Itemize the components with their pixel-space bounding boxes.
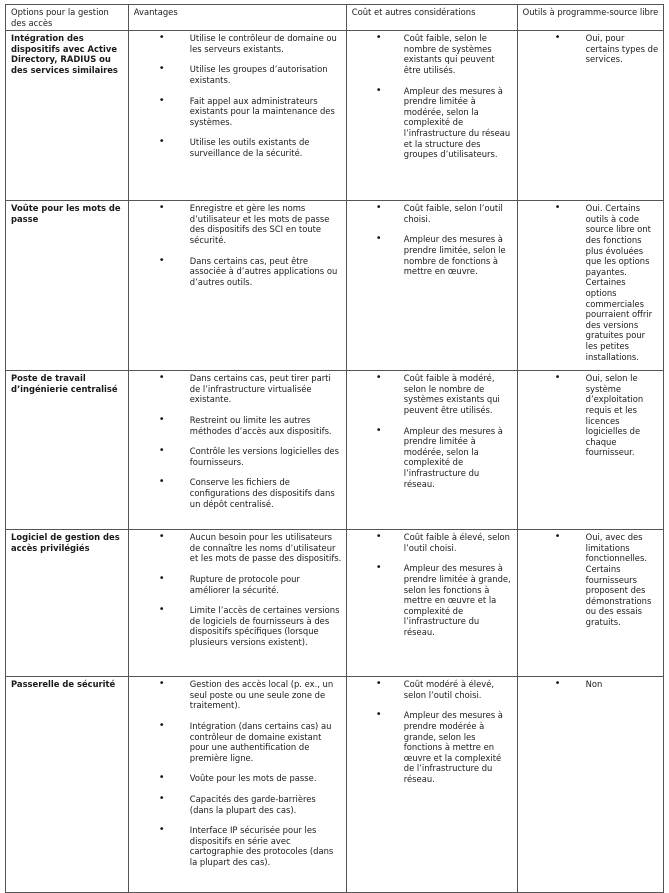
table-row	[6, 201, 664, 371]
list-item: • Intégration (dans certains cas) au contrôleur de domaine existant pour une authentification de première ligne.	[190, 721, 342, 763]
advantages-cell	[128, 530, 346, 677]
table-row	[6, 371, 664, 530]
list-item: • Oui, avec des limitations fonctionnelles. Certains fournisseurs proposent des démonstrations ou des essais gratuits.	[586, 532, 659, 627]
open-source-cell	[517, 530, 663, 677]
list-item: • Non	[586, 679, 659, 690]
advantages-cell	[128, 371, 346, 530]
list-item: • Coût faible, selon l’outil choisi.	[404, 203, 513, 224]
list-item: • Contrôle les versions logicielles des fournisseurs.	[190, 446, 342, 467]
table-row	[6, 31, 664, 201]
header-open-source: Outils à programme-source libre	[517, 5, 663, 31]
list-item: • Capacités des garde-barrières (dans la plupart des cas).	[190, 794, 342, 815]
list-item: • Ampleur des mesures à prendre limitée à modérée, selon la complexité de l’infrastructure du réseau et la structure des groupes d’utilisateurs.	[404, 86, 513, 160]
list-item: • Ampleur des mesures à prendre modérée à grande, selon les fonctions à mettre en œuvre et la complexité de l’infrastructure du réseau.	[404, 710, 513, 784]
option-name: Intégration des dispositifs avec Active Directory, RADIUS ou des services similaires	[6, 31, 129, 201]
header-costs: Coût et autres considérations	[346, 5, 517, 31]
list-item: • Utilise les groupes d’autorisation existants.	[190, 64, 342, 85]
list-item: • Enregistre et gère les noms d’utilisateur et les mots de passe des dispositifs des SCI en toute sécurité.	[190, 203, 342, 245]
access-options-table	[5, 4, 664, 893]
list-item: • Utilise les outils existants de surveillance de la sécurité.	[190, 137, 342, 158]
header-advantages: Avantages	[128, 5, 346, 31]
list-item: • Oui. Certains outils à code source libre ont des fonctions plus évoluées que les options payantes. Certaines options commerciales pourraient offrir des versions gratuites pour les petites installations.	[586, 203, 659, 362]
option-name: Passerelle de sécurité	[6, 677, 129, 893]
table-row	[6, 677, 664, 893]
list-item: • Oui, pour certains types de services.	[586, 33, 659, 65]
list-item: • Rupture de protocole pour améliorer la sécurité.	[190, 574, 342, 595]
list-item: • Dans certains cas, peut être associée à d’autres applications ou d’autres outils.	[190, 256, 342, 288]
option-name: Poste de travail d’ingénierie centralisé	[6, 371, 129, 530]
list-item: • Coût modéré à élevé, selon l’outil choisi.	[404, 679, 513, 700]
option-name: Logiciel de gestion des accès privilégiés	[6, 530, 129, 677]
list-item: • Aucun besoin pour les utilisateurs de connaître les noms d’utilisateur et les mots de passe des dispositifs.	[190, 532, 342, 564]
costs-cell	[346, 530, 517, 677]
open-source-cell	[517, 677, 663, 893]
header-options: Options pour la gestion des accès	[6, 5, 129, 31]
list-item: • Utilise le contrôleur de domaine ou les serveurs existants.	[190, 33, 342, 54]
open-source-cell	[517, 201, 663, 371]
list-item: • Coût faible à élevé, selon l’outil choisi.	[404, 532, 513, 553]
open-source-cell	[517, 371, 663, 530]
table-row	[6, 530, 664, 677]
advantages-cell	[128, 31, 346, 201]
list-item: • Interface IP sécurisée pour les dispositifs en série avec cartographie des protocoles (dans la plupart des cas).	[190, 825, 342, 867]
list-item: • Ampleur des mesures à prendre limitée à modérée, selon la complexité de l’infrastructure du réseau.	[404, 426, 513, 490]
list-item: • Gestion des accès local (p. ex., un seul poste ou une seule zone de traitement).	[190, 679, 342, 711]
list-item: • Restreint ou limite les autres méthodes d’accès aux dispositifs.	[190, 415, 342, 436]
advantages-cell	[128, 201, 346, 371]
open-source-cell	[517, 31, 663, 201]
costs-cell	[346, 371, 517, 530]
costs-cell	[346, 31, 517, 201]
costs-cell	[346, 201, 517, 371]
list-item: • Ampleur des mesures à prendre limitée à grande, selon les fonctions à mettre en œuvre et la complexité de l’infrastructure du réseau.	[404, 563, 513, 637]
list-item: • Limite l’accès de certaines versions de logiciels de fournisseurs à des dispositifs spécifiques (lorsque plusieurs versions existent).	[190, 605, 342, 647]
list-item: • Conserve les fichiers de configurations des dispositifs dans un dépôt centralisé.	[190, 477, 342, 509]
list-item: • Ampleur des mesures à prendre limitée, selon le nombre de fonctions à mettre en œuvre.	[404, 234, 513, 276]
advantages-cell	[128, 677, 346, 893]
option-name: Voûte pour les mots de passe	[6, 201, 129, 371]
list-item: • Coût faible à modéré, selon le nombre de systèmes existants qui peuvent être utilisés.	[404, 373, 513, 415]
list-item: • Coût faible, selon le nombre de systèmes existants qui peuvent être utilisés.	[404, 33, 513, 75]
list-item: • Voûte pour les mots de passe.	[190, 773, 342, 784]
list-item: • Oui, selon le système d’exploitation requis et les licences logicielles de chaque fournisseur.	[586, 373, 659, 458]
header-row	[6, 5, 664, 31]
list-item: • Fait appel aux administrateurs existants pour la maintenance des systèmes.	[190, 96, 342, 128]
costs-cell	[346, 677, 517, 893]
list-item: • Dans certains cas, peut tirer parti de l’infrastructure virtualisée existante.	[190, 373, 342, 405]
